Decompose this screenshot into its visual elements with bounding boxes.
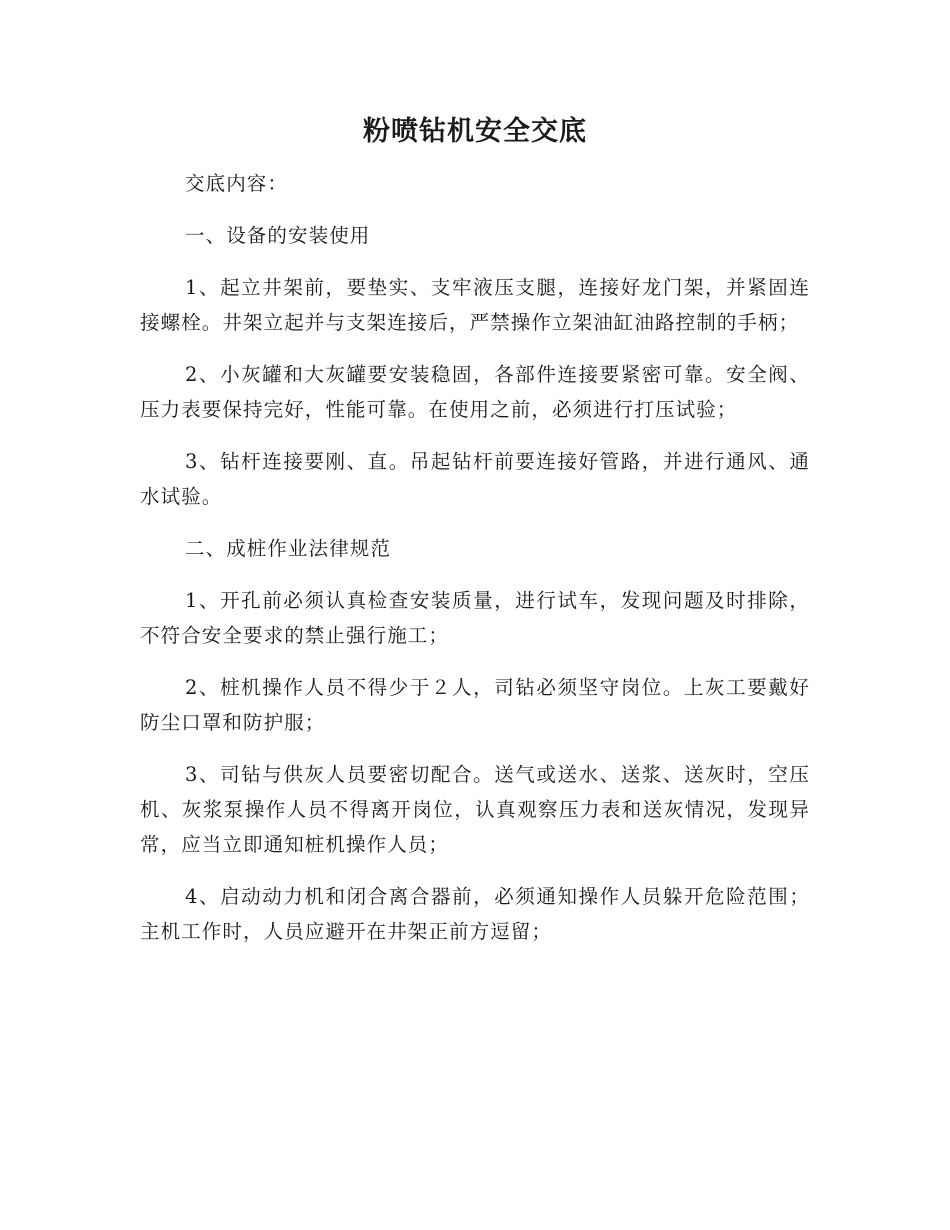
- paragraph-1-3: 3、钻杆连接要刚、直。吊起钻杆前要连接好管路，并进行通风、通水试验。: [140, 450, 810, 508]
- paragraph-2-2: 2、桩机操作人员不得少于２人，司钻必须坚守岗位。上灰工要戴好防尘口罩和防护服；: [140, 676, 810, 734]
- paragraph-1-2: 2、小灰罐和大灰罐要安装稳固，各部件连接要紧密可靠。安全阀、压力表要保持完好，性能可靠。在使用之前，必须进行打压试验；: [140, 363, 810, 421]
- paragraph-1-1: 1、起立井架前，要垫实、支牢液压支腿，连接好龙门架，并紧固连接螺栓。井架立起并与支架连接后，严禁操作立架油缸油路控制的手柄；: [140, 276, 810, 334]
- document-body: [140, 166, 810, 949]
- document-title: 粉喷钻机安全交底: [363, 116, 587, 147]
- paragraph-2-4: 4、启动动力机和闭合离合器前，必须通知操作人员躲开危险范围；主机工作时，人员应避开在井架正前方逗留；: [140, 885, 810, 943]
- paragraph-2-3: 3、司钻与供灰人员要密切配合。送气或送水、送浆、送灰时，空压机、灰浆泵操作人员不得离开岗位，认真观察压力表和送灰情况，发现异常，应当立即通知桩机操作人员；: [140, 763, 810, 856]
- paragraph-2-1: 1、开孔前必须认真检查安装质量，进行试车，发现问题及时排除，不符合安全要求的禁止强行施工；: [140, 589, 810, 647]
- paragraph-intro: 交底内容：: [185, 172, 289, 195]
- section-heading-2: 二、成桩作业法律规范: [185, 537, 392, 560]
- section-heading-1: 一、设备的安装使用: [185, 224, 371, 247]
